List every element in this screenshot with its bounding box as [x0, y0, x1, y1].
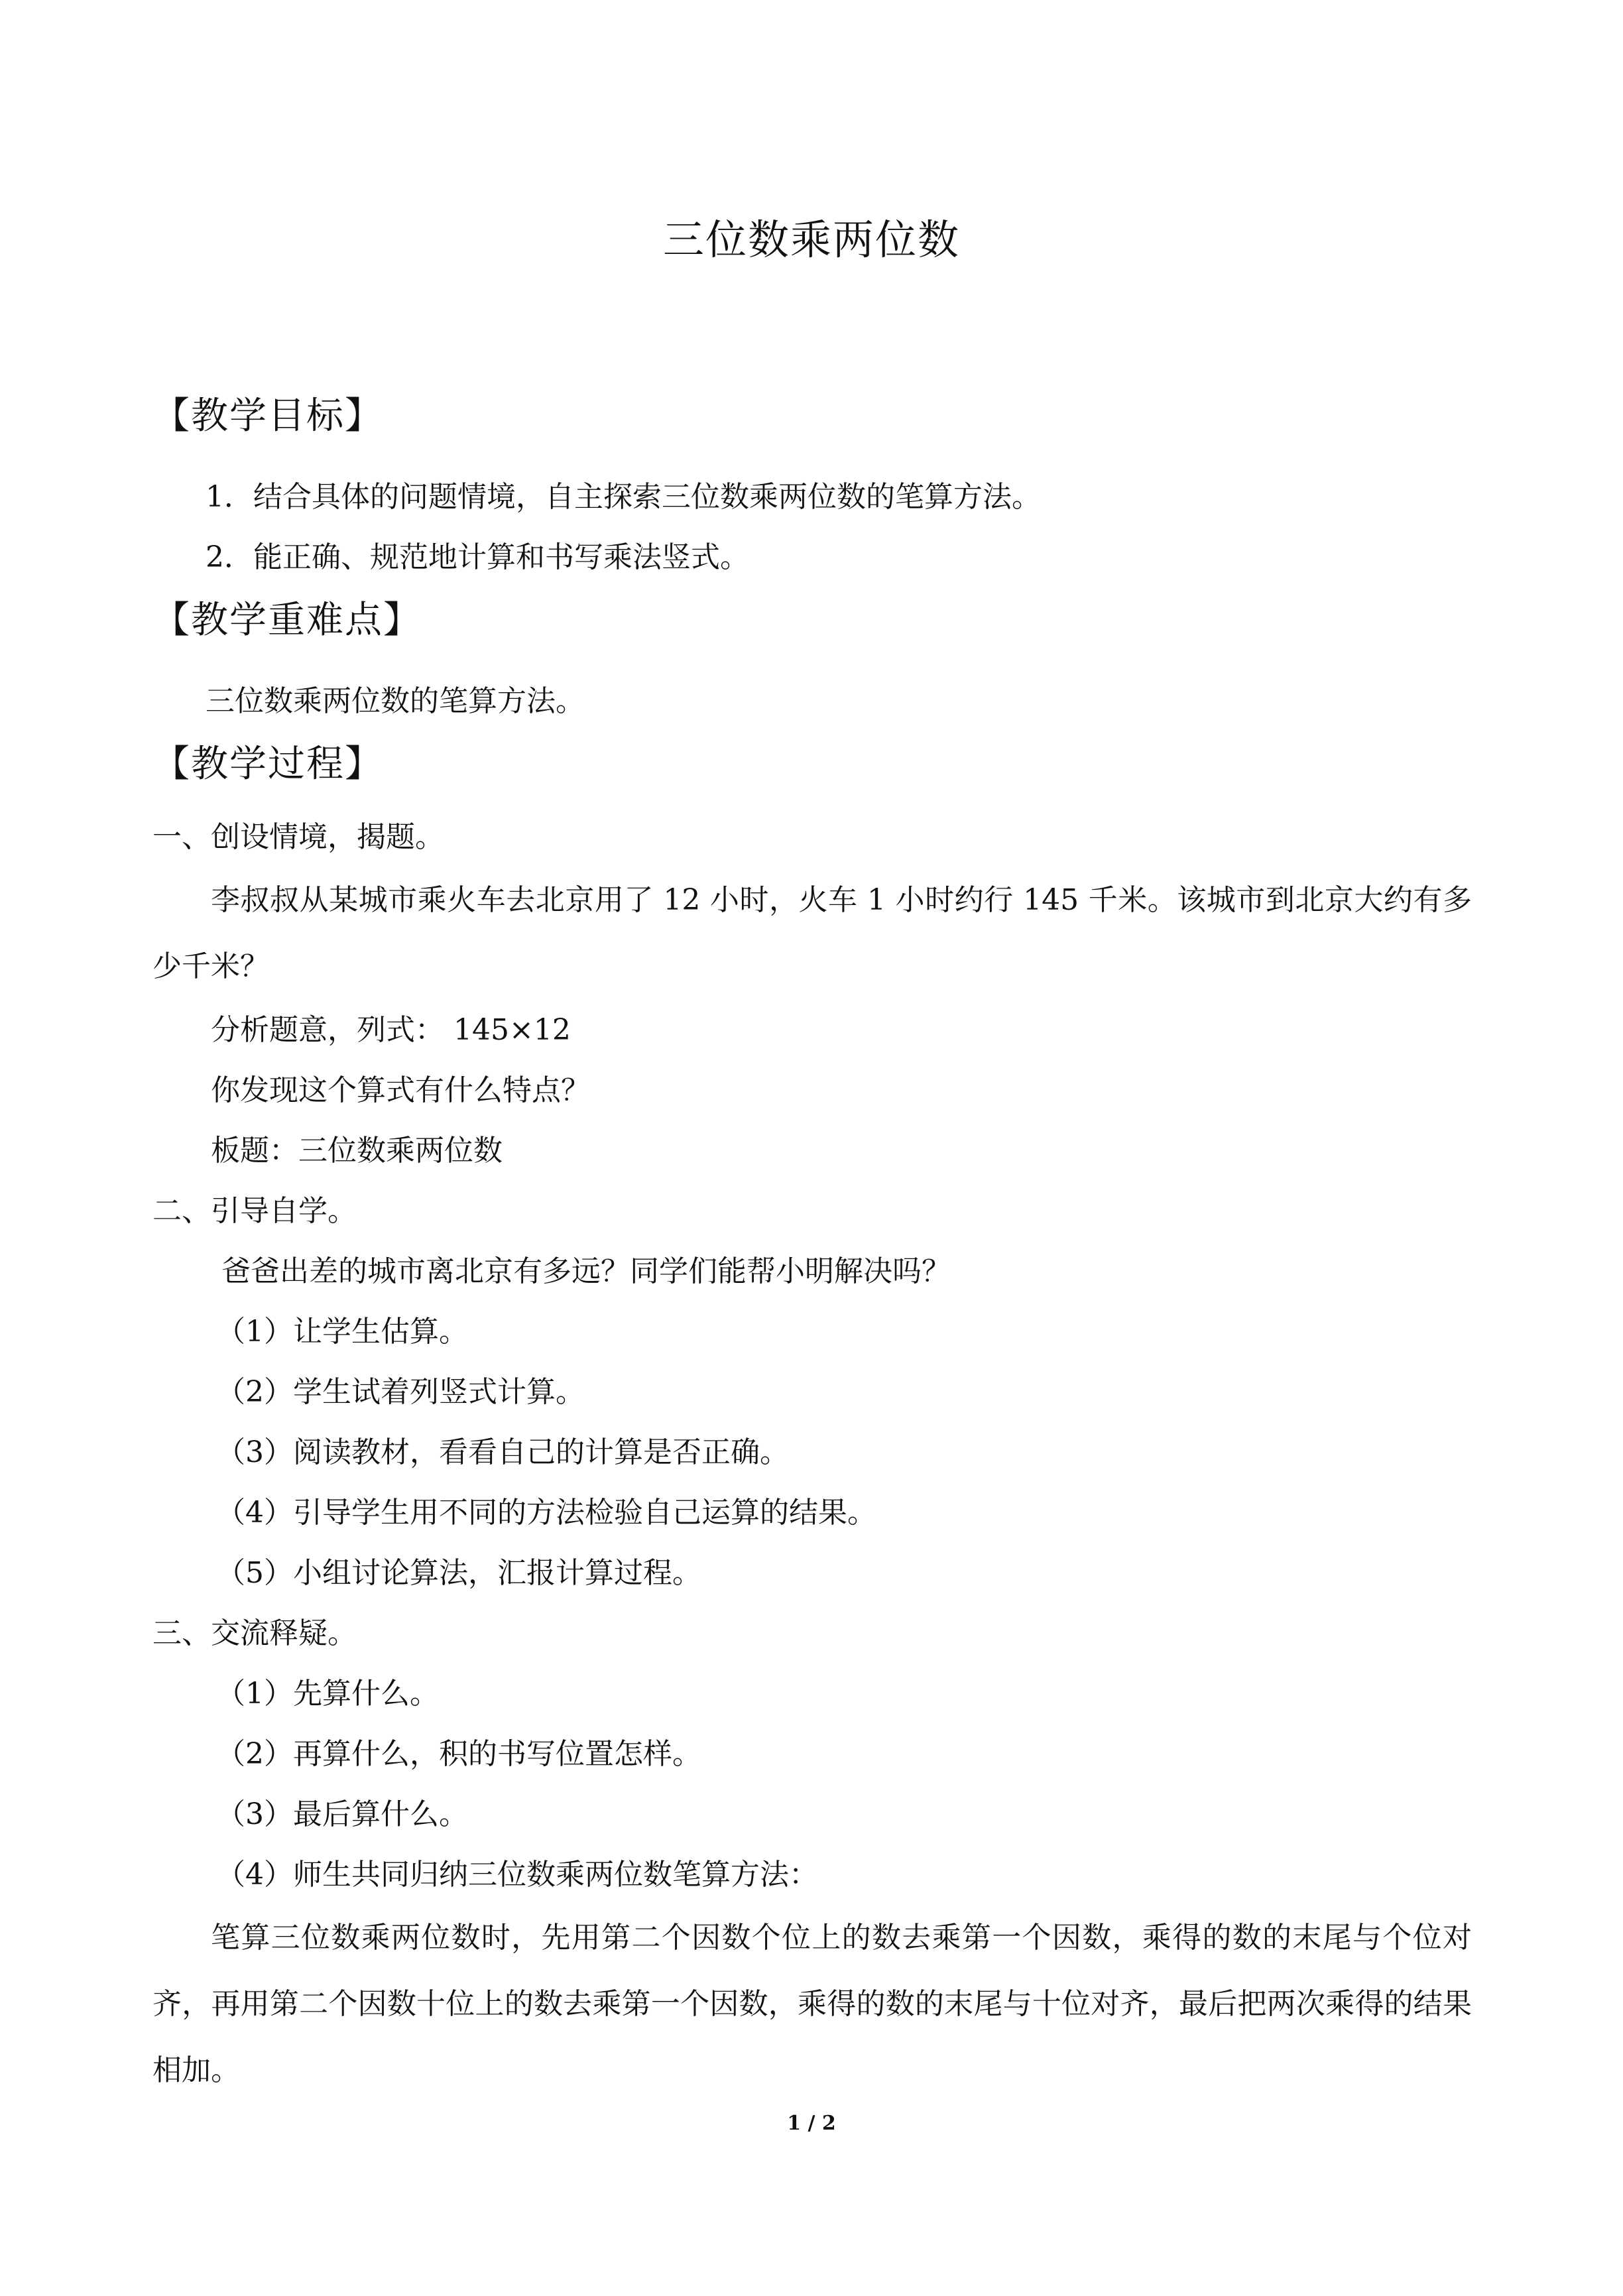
key-points-text: 三位数乘两位数的笔算方法。 — [206, 684, 585, 718]
part1-analysis: 分析题意，列式： 145×12 — [211, 1013, 571, 1047]
part1-title: 一、创设情境，揭题。 — [152, 820, 444, 854]
part2-intro: 爸爸出差的城市离北京有多远？同学们能帮小明解决吗？ — [221, 1254, 951, 1288]
process-heading: 【教学过程】 — [152, 743, 383, 786]
part3-step: （2）再算什么，积的书写位置怎样。 — [216, 1737, 701, 1771]
part2-step: （5）小组讨论算法，汇报计算过程。 — [216, 1556, 701, 1590]
part2-step: （3）阅读教材，看看自己的计算是否正确。 — [216, 1435, 789, 1469]
part2-step: （4）引导学生用不同的方法检验自己运算的结果。 — [216, 1496, 876, 1530]
document-body — [152, 383, 1472, 2104]
goals-heading: 【教学目标】 — [152, 394, 383, 438]
part1-question: 你发现这个算式有什么特点？ — [211, 1073, 590, 1107]
part3-step: （1）先算什么。 — [216, 1677, 439, 1711]
key-points-heading: 【教学重难点】 — [152, 599, 422, 642]
part1-board-title: 板题：三位数乘两位数 — [211, 1134, 503, 1168]
part1-problem: 李叔叔从某城市乘火车去北京用了 12 小时，火车 1 小时约行 145 千米。该城市到北京大约有多少千米？ — [152, 883, 1472, 983]
goal-item: 2．能正确、规范地计算和书写乘法竖式。 — [206, 540, 749, 574]
part2-step: （1）让学生估算。 — [216, 1315, 468, 1349]
part3-step: （4）师生共同归纳三位数乘两位数笔算方法： — [216, 1858, 818, 1892]
goal-item: 1．结合具体的问题情境，自主探索三位数乘两位数的笔算方法。 — [206, 480, 1041, 514]
page-title: 三位数乘两位数 — [662, 215, 960, 264]
page-number: 1 / 2 — [787, 2112, 836, 2135]
part2-title: 二、引导自学。 — [152, 1194, 357, 1228]
part3-step: （3）最后算什么。 — [216, 1797, 468, 1831]
part2-step: （2）学生试着列竖式计算。 — [216, 1375, 585, 1409]
part3-summary: 笔算三位数乘两位数时，先用第二个因数个位上的数去乘第一个因数，乘得的数的末尾与个位对齐，再用第二个因数十位上的数去乘第一个因数，乘得的数的末尾与十位对齐，最后把两次乘得的结果相加。 — [152, 1921, 1472, 2087]
part3-title: 三、交流释疑。 — [152, 1616, 357, 1650]
